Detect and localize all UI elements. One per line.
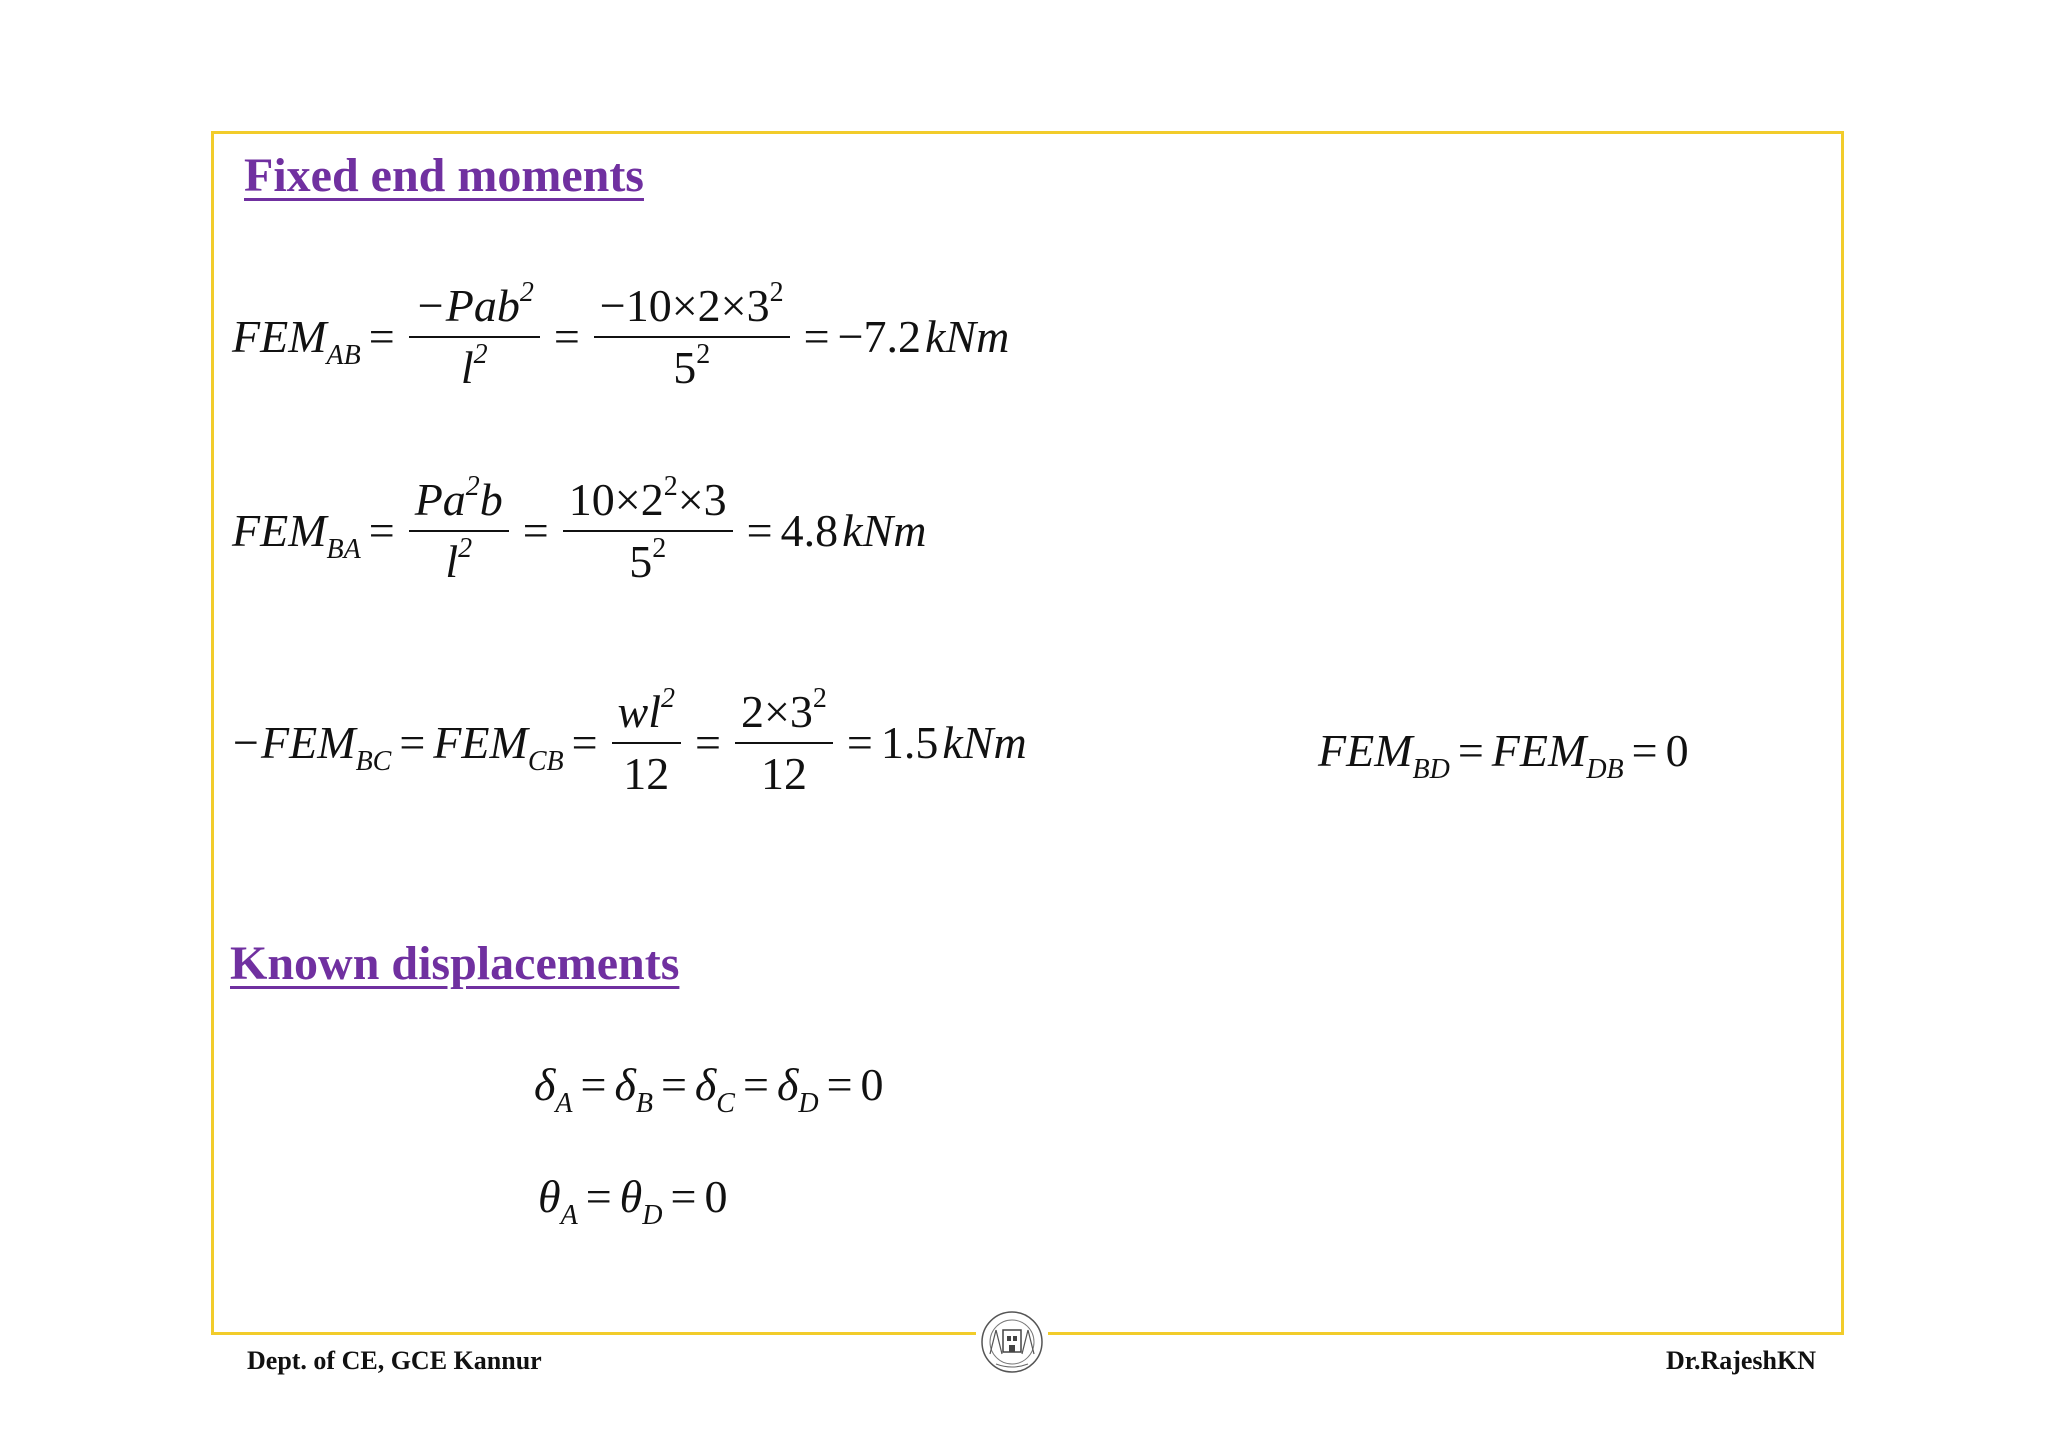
fem-bc-fraction-symbolic: $\frac{wl^2}{12}$ — [612, 688, 681, 799]
fem-ab-result: −7.2 — [837, 311, 922, 363]
fem-ab-label: $FEM_{AB}$ — [232, 311, 361, 372]
fem-ab-unit: kNm — [925, 311, 1010, 363]
fem-bc-label: $-FEM_{BC}$ — [230, 717, 392, 778]
fem-bc-unit: kNm — [942, 717, 1027, 769]
footer-author: Dr.RajeshKN — [1666, 1346, 1816, 1375]
fixed-end-moments-heading: Fixed end moments — [244, 149, 644, 202]
delta-result: 0 — [860, 1059, 884, 1110]
known-displacements-heading: Known displacements — [230, 937, 680, 990]
fem-ba-fraction-numeric: $\frac{10\times 2^2\times 3}{5^2}$ — [563, 476, 733, 587]
theta-result: 0 — [704, 1171, 728, 1222]
fem-ba-result: 4.8 — [780, 505, 839, 557]
fem-bd-result: 0 — [1665, 725, 1689, 776]
fem-ab-equation: $FEM_{AB}$ = $\frac{-Pab^2}{l^2}$ = $\frac{-10\times 2\times 3^2}{5^2}$ = −7.2 kNm — [232, 277, 1010, 394]
fem-bc-equation: $-FEM_{BC}$ = $FEM_{CB}$ = $\frac{wl^2}{12}$ = $\frac{2\times 3^2}{12}$ = 1.5 kNm — [230, 683, 1027, 800]
theta-equation: $\theta_A$ = $\theta_D$ = 0 — [538, 1171, 728, 1231]
fem-ab-fraction-numeric: $\frac{-10\times 2\times 3^2}{5^2}$ — [594, 282, 790, 393]
fem-bc-result: 1.5 — [880, 717, 939, 769]
fem-db-label: $FEM_{DB}$ — [1491, 725, 1624, 785]
footer-department: Dept. of CE, GCE Kannur — [247, 1346, 542, 1375]
fem-ab-fraction-symbolic: $\frac{-Pab^2}{l^2}$ — [409, 282, 540, 393]
fem-bd-equation: $FEM_{BD}$ = $FEM_{DB}$ = 0 — [1318, 725, 1689, 785]
fem-bc-fraction-numeric: $\frac{2\times 3^2}{12}$ — [735, 688, 833, 799]
fem-cb-label: $FEM_{CB}$ — [433, 717, 564, 778]
fem-ba-label: $FEM_{BA}$ — [232, 505, 361, 566]
fem-ba-unit: kNm — [842, 505, 927, 557]
fem-ba-fraction-symbolic: $\frac{Pa^2b}{l^2}$ — [409, 476, 509, 587]
fem-ba-equation: $FEM_{BA}$ = $\frac{Pa^2b}{l^2}$ = $\frac{10\times 2^2\times 3}{5^2}$ = 4.8 kNm — [232, 471, 927, 588]
college-seal-icon — [976, 1306, 1048, 1378]
delta-equation: $\delta_A$ = $\delta_B$ = $\delta_C$ = $\delta_D$ = 0 — [534, 1059, 884, 1119]
fem-bd-label: $FEM_{BD}$ — [1318, 725, 1450, 785]
